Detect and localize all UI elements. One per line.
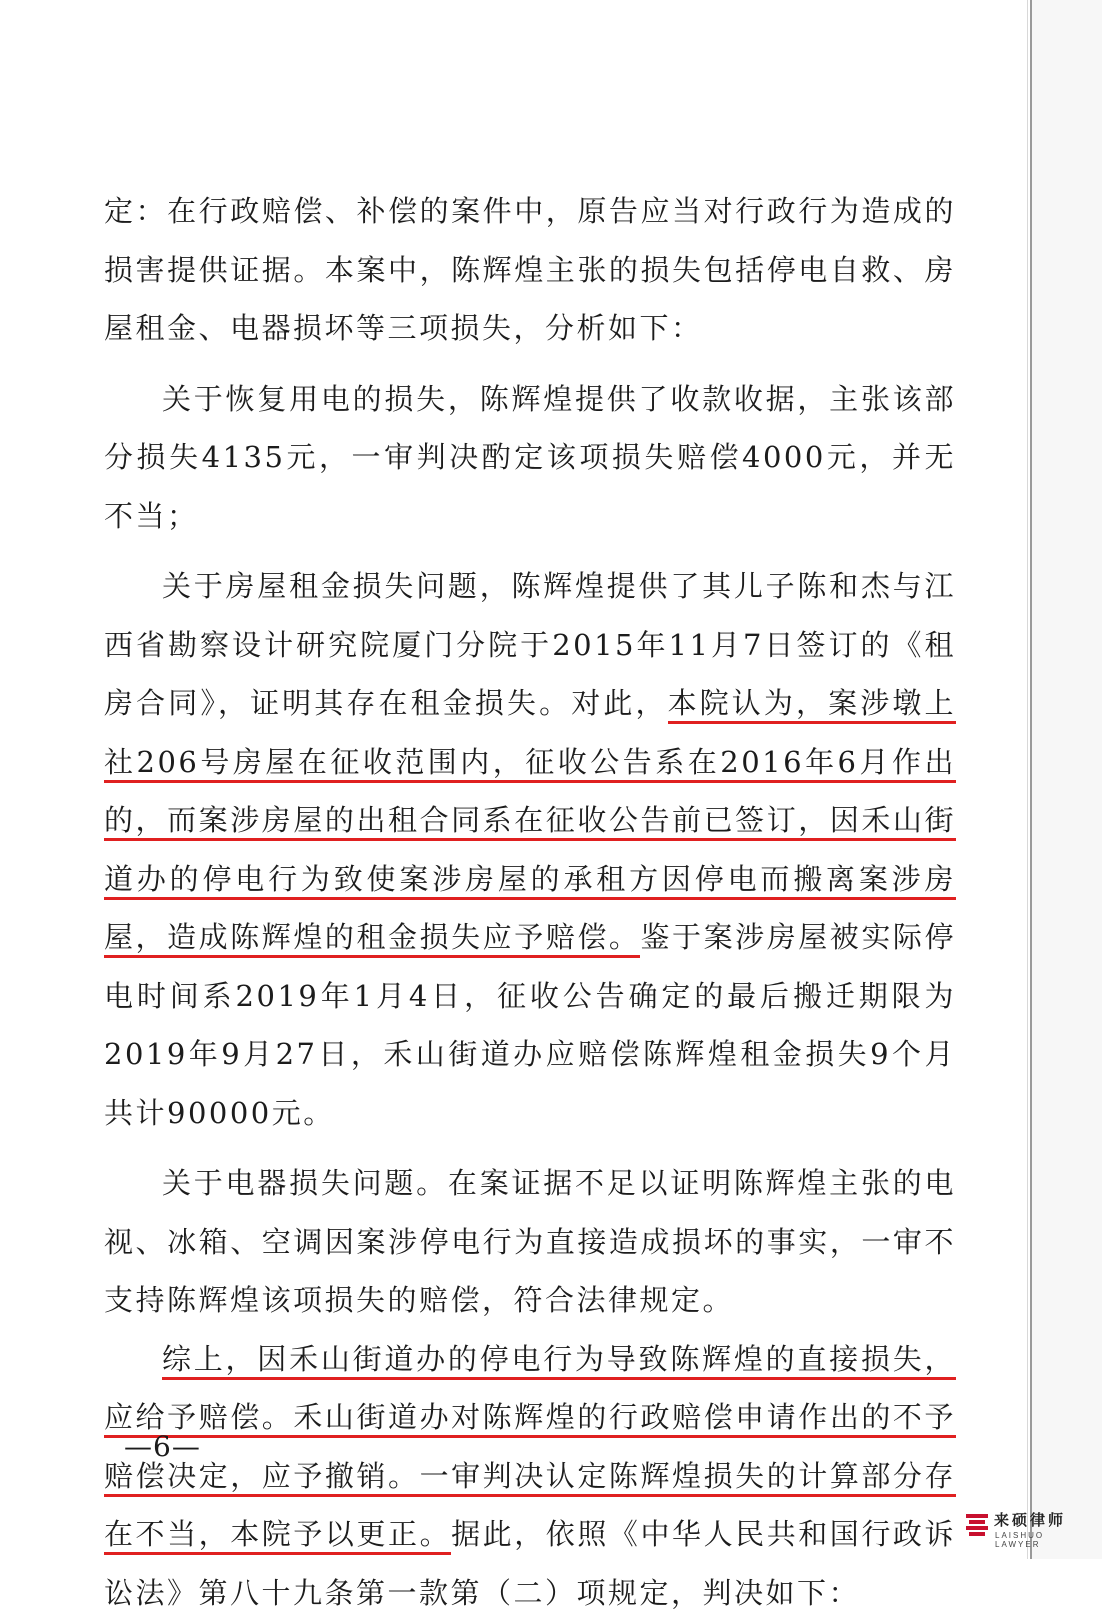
- laishuo-logo-icon: [964, 1511, 990, 1539]
- watermark-name-cn: 来硕律师: [994, 1509, 1066, 1530]
- paragraph-1: [104, 182, 956, 358]
- document-body: [104, 182, 956, 1622]
- paragraph-gap: [104, 545, 956, 557]
- para-5-seg-2: 据此，依照《中华人民共和国行政诉讼法》第八十九条第一款第（二）项规定，判决如下：: [104, 1517, 956, 1610]
- para-5-underlined-segment: 综上，因禾山街道办的停电行为导致陈辉煌的直接损失，应给予赔偿。禾山街道办对陈辉煌的行政赔偿申请作出的不予赔偿决定，应予撤销。一审判决认定陈辉煌损失的计算部分存在不当，本院予以更正。: [104, 1342, 956, 1556]
- para-3-underlined-segment: 本院认为，案涉墩上社206号房屋在征收范围内，征收公告系在2016年6月作出的，而案涉房屋的出租合同系在征收公告前已签订，因禾山街道办的停电行为致使案涉房屋的承租方因停电而搬离案涉房屋，造成陈辉煌的租金损失应予赔偿。: [104, 686, 956, 958]
- paragraph-2: [104, 370, 956, 546]
- paragraph-gap: [104, 358, 956, 370]
- page-edge: [1030, 0, 1032, 1559]
- paragraph-3: [104, 557, 956, 1142]
- paragraph-gap: [104, 1142, 956, 1154]
- para-3-seg-1: 关于房屋租金损失问题，陈辉煌提供了其儿子陈和杰与江西省勘察设计研究院厦门分院于2015年11月7日签订的《租房合同》，证明其存在租金损失。对此，: [104, 569, 956, 720]
- para-1-seg-1: 定：在行政赔偿、补偿的案件中，原告应当对行政行为造成的损害提供证据。本案中，陈辉煌主张的损失包括停电自救、房屋租金、电器损坏等三项损失，分析如下：: [104, 194, 956, 345]
- para-2-seg-1: 关于恢复用电的损失，陈辉煌提供了收款收据，主张该部分损失4135元，一审判决酌定该项损失赔偿4000元，并无不当；: [104, 382, 956, 533]
- paragraph-5: [104, 1330, 956, 1622]
- para-3-seg-3: 鉴于案涉房屋被实际停电时间系2019年1月4日，征收公告确定的最后搬迁期限为2019年9月27日，禾山街道办应赔偿陈辉煌租金损失9个月共计90000元。: [104, 920, 956, 1130]
- watermark-name-en: LAISHUO LAWYER: [995, 1531, 1084, 1549]
- para-4-seg-1: 关于电器损失问题。在案证据不足以证明陈辉煌主张的电视、冰箱、空调因案涉停电行为直接造成损坏的事实，一审不支持陈辉煌该项损失的赔偿，符合法律规定。: [104, 1166, 956, 1317]
- watermark: [964, 1507, 1084, 1549]
- paragraph-4: [104, 1154, 956, 1330]
- right-margin: [1032, 0, 1102, 1559]
- page-edge-inner: [1027, 0, 1028, 1559]
- page-number: —6—: [124, 1430, 201, 1463]
